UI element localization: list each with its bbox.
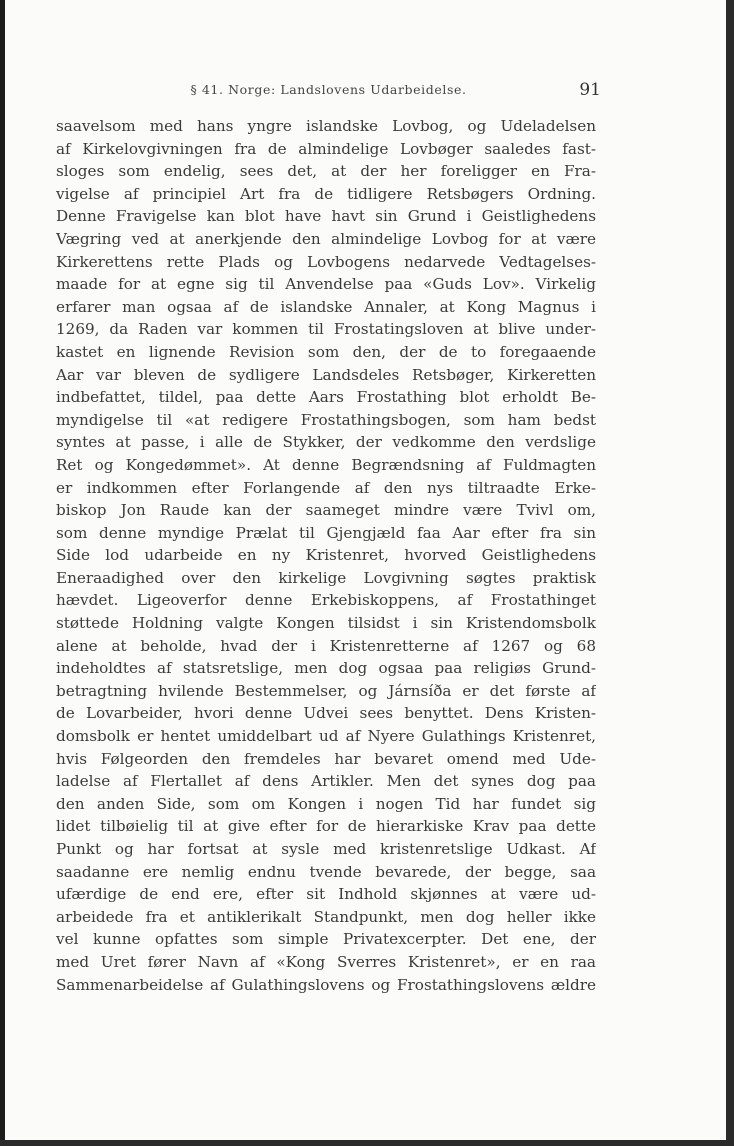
text-line: myndigelse til «at redigere Frostathingsbogen, som ham bedst	[56, 410, 596, 429]
text-line: de Lovarbeider, hvori denne Udvei sees benyttet. Dens Kristen-	[56, 704, 596, 723]
text-line: Ret og Kongedømmet». At denne Begrændsning af Fuldmagten	[56, 455, 596, 474]
text-line: hvis Følgeorden den fremdeles har bevaret omend med Ude-	[56, 749, 596, 768]
scan-border-right	[726, 0, 734, 1146]
text-line: arbeidede fra et antiklerikalt Standpunkt, men dog heller ikke	[56, 907, 596, 926]
text-line: kastet en lignende Revision som den, der de to foregaaende	[56, 342, 596, 361]
text-line: af Kirkelovgivningen fra de almindelige Lovbøger saaledes fast-	[56, 139, 596, 158]
text-line: ladelse af Flertallet af dens Artikler. Men det synes dog paa	[56, 772, 596, 791]
text-line: sloges som endelig, sees det, at der her foreligger en Fra-	[56, 162, 596, 181]
text-line: saadanne ere nemlig endnu tvende bevarede, der begge, saa	[56, 862, 596, 881]
text-line: 1269, da Raden var kommen til Frostatingsloven at blive under-	[56, 320, 596, 339]
text-line: den anden Side, som om Kongen i nogen Tid har fundet sig	[56, 794, 596, 813]
text-line: Vægring ved at anerkjende den almindelige Lovbog for at være	[56, 229, 596, 248]
text-line: Side lod udarbeide en ny Kristenret, hvorved Geistlighedens	[56, 546, 596, 565]
page-number: 91	[579, 80, 601, 100]
text-line: saavelsom med hans yngre islandske Lovbog, og Udeladelsen	[56, 117, 596, 135]
running-header	[56, 78, 601, 102]
text-line: betragtning hvilende Bestemmelser, og Járnsíða er det første af	[56, 681, 596, 700]
text-line: ufærdige de end ere, efter sit Indhold skjønnes at være ud-	[56, 885, 596, 904]
text-line: Kirkerettens rette Plads og Lovbogens nedarvede Vedtagelses-	[56, 252, 596, 271]
text-line: hævdet. Ligeoverfor denne Erkebiskoppens, af Frostathinget	[56, 591, 596, 610]
text-line: domsbolk er hentet umiddelbart ud af Nyere Gulathings Kristenret,	[56, 727, 596, 746]
running-title: § 41. Norge: Landslovens Udarbeidelse.	[190, 82, 467, 97]
text-line: indeholdtes af statsretslige, men dog ogsaa paa religiøs Grund-	[56, 659, 596, 678]
scan-border-left	[0, 0, 5, 1146]
text-line: Punkt og har fortsat at sysle med kristenretslige Udkast. Af	[56, 840, 596, 858]
body-text	[56, 115, 596, 996]
text-line: vel kunne opfattes som simple Privatexcerpter. Det ene, der	[56, 930, 596, 949]
text-line: vigelse af principiel Art fra de tidligere Retsbøgers Ordning.	[56, 184, 596, 203]
text-line: Eneraadighed over den kirkelige Lovgivning søgtes praktisk	[56, 568, 596, 587]
text-line: indbefattet, tildel, paa dette Aars Frostathing blot erholdt Be-	[56, 388, 596, 407]
text-line: Sammenarbeidelse af Gulathingslovens og Frostathingslovens ældre	[56, 975, 596, 994]
text-line: lidet tilbøielig til at give efter for de hierarkiske Krav paa dette	[56, 817, 596, 836]
text-line: er indkommen efter Forlangende af den nys tiltraadte Erke-	[56, 478, 596, 497]
text-line: Aar var bleven de sydligere Landsdeles Retsbøger, Kirkeretten	[56, 365, 596, 384]
text-line: maade for at egne sig til Anvendelse paa «Guds Lov». Virkelig	[56, 275, 596, 294]
text-line: Denne Fravigelse kan blot have havt sin Grund i Geistlighedens	[56, 207, 596, 226]
text-line: alene at beholde, hvad der i Kristenretterne af 1267 og 68	[56, 636, 596, 655]
scan-border-bottom	[0, 1140, 734, 1146]
text-line: syntes at passe, i alle de Stykker, der vedkomme den verdslige	[56, 433, 596, 452]
text-line: med Uret fører Navn af «Kong Sverres Kristenret», er en raa	[56, 952, 596, 971]
text-line: erfarer man ogsaa af de islandske Annaler, at Kong Magnus i	[56, 297, 596, 316]
text-line: som denne myndige Prælat til Gjengjæld faa Aar efter fra sin	[56, 523, 596, 542]
text-line: biskop Jon Raude kan der saameget mindre være Tvivl om,	[56, 501, 596, 520]
text-line: støttede Holdning valgte Kongen tilsidst i sin Kristendomsbolk	[56, 614, 596, 633]
